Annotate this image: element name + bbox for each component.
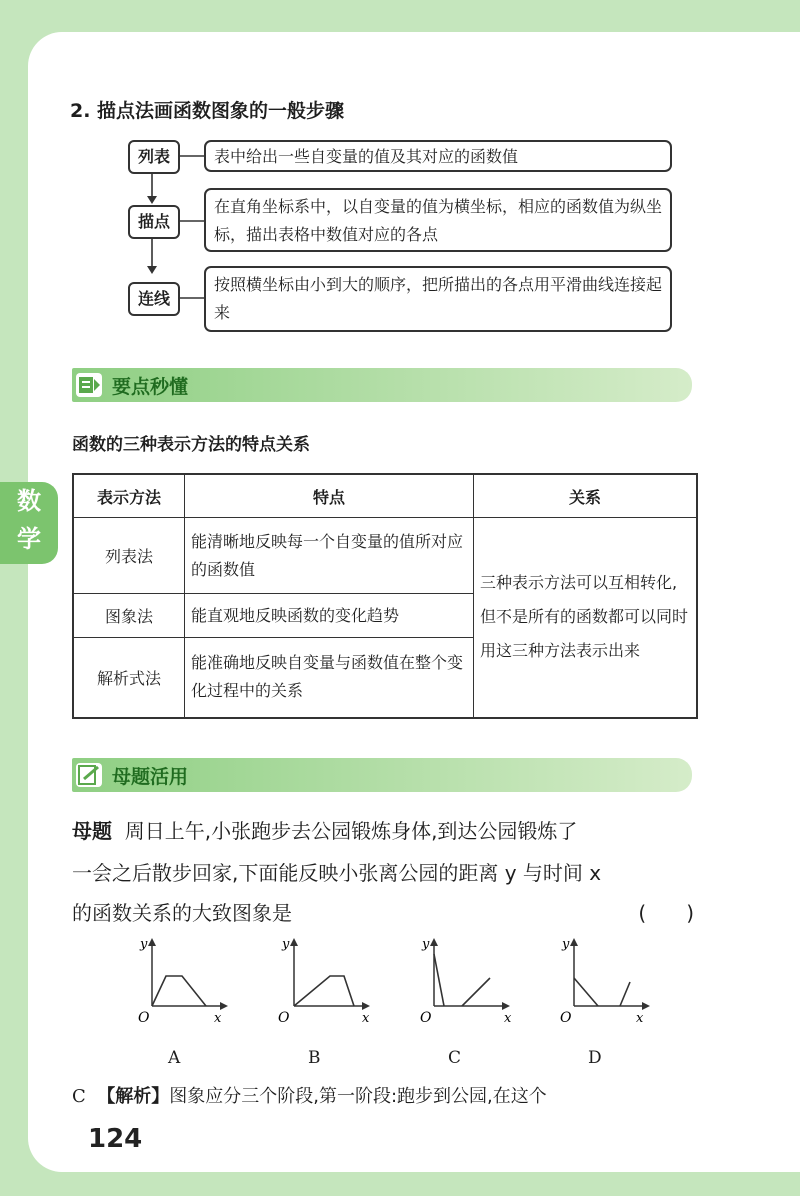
representation-table bbox=[72, 473, 698, 719]
flow-connectors bbox=[176, 150, 206, 310]
analysis-text: 图象应分三个阶段,第一阶段:跑步到公园,在这个 bbox=[169, 1086, 547, 1107]
pencil-note-icon bbox=[76, 763, 102, 787]
step-plot-desc: 在直角坐标系中，以自变量的值为横坐标，相应的函数值为纵坐标，描出表格中数值对应的各点 bbox=[204, 188, 672, 252]
option-a-label: A bbox=[168, 1048, 181, 1068]
header-relation: 关系 bbox=[474, 474, 698, 518]
step-connect-label: 连线 bbox=[128, 282, 180, 316]
table-title: 函数的三种表示方法的特点关系 bbox=[72, 435, 310, 455]
row-method: 图象法 bbox=[73, 594, 185, 638]
row-method: 列表法 bbox=[73, 518, 185, 594]
axis-y-label: y bbox=[562, 937, 570, 952]
mother-problem-title: 母题活用 bbox=[112, 766, 189, 788]
row-feature: 能直观地反映函数的变化趋势 bbox=[185, 594, 474, 638]
axis-x-label: x bbox=[636, 1011, 644, 1026]
subject-tab-line2: 学 bbox=[17, 525, 41, 553]
axis-y-label: y bbox=[422, 937, 430, 952]
table-header-row bbox=[73, 474, 697, 518]
origin-label: O bbox=[138, 1010, 150, 1026]
answer-bracket: ( ) bbox=[638, 901, 694, 925]
problem-line-1 bbox=[72, 810, 700, 852]
graph-d bbox=[560, 937, 650, 1026]
problem-text-2: 一会之后散步回家,下面能反映小张离公园的距离 y 与时间 x bbox=[72, 861, 602, 885]
row-feature: 能准确地反映自变量与函数值在整个变化过程中的关系 bbox=[185, 638, 474, 718]
problem-line-3 bbox=[72, 892, 700, 934]
key-points-banner bbox=[72, 368, 692, 402]
graph-c bbox=[420, 937, 512, 1026]
origin-label: O bbox=[420, 1010, 432, 1026]
problem-label: 母题 bbox=[72, 819, 112, 843]
option-c-label: C bbox=[448, 1048, 462, 1068]
problem-text-1: 周日上午,小张跑步去公园锻炼身体,到达公园锻炼了 bbox=[124, 819, 578, 843]
step-list-label: 列表 bbox=[128, 140, 180, 174]
option-graphs bbox=[110, 934, 670, 1044]
graph-a bbox=[138, 937, 228, 1026]
page-number: 124 bbox=[88, 1124, 143, 1154]
origin-label: O bbox=[560, 1010, 572, 1026]
mother-problem-banner bbox=[72, 758, 692, 792]
row-feature: 能清晰地反映每一个自变量的值所对应的函数值 bbox=[185, 518, 474, 594]
option-b-label: B bbox=[308, 1048, 321, 1068]
subject-tab bbox=[0, 482, 58, 564]
subject-tab-line1: 数 bbox=[17, 487, 41, 515]
axis-x-label: x bbox=[214, 1011, 222, 1026]
axis-x-label: x bbox=[504, 1011, 512, 1026]
origin-label: O bbox=[278, 1010, 290, 1026]
table-row bbox=[73, 518, 697, 594]
relation-cell: 三种表示方法可以互相转化,但不是所有的函数都可以同时用这三种方法表示出来 bbox=[474, 518, 698, 718]
step-plot-label: 描点 bbox=[128, 205, 180, 239]
step-connect-desc: 按照横坐标由小到大的顺序，把所描出的各点用平滑曲线连接起来 bbox=[204, 266, 672, 332]
key-points-icon bbox=[76, 373, 102, 397]
key-points-title: 要点秒懂 bbox=[112, 376, 189, 398]
answer-line bbox=[72, 1082, 700, 1112]
axis-y-label: y bbox=[282, 937, 290, 952]
step-list-desc: 表中给出一些自变量的值及其对应的函数值 bbox=[204, 140, 672, 172]
section-heading: 2. 描点法画函数图象的一般步骤 bbox=[70, 100, 345, 122]
answer-choice: C bbox=[72, 1086, 86, 1107]
analysis-tag: 【解析】 bbox=[97, 1086, 170, 1107]
problem-text-3: 的函数关系的大致图象是 bbox=[72, 901, 292, 925]
graph-b bbox=[278, 937, 370, 1026]
axis-x-label: x bbox=[362, 1011, 370, 1026]
header-feature: 特点 bbox=[185, 474, 474, 518]
header-method: 表示方法 bbox=[73, 474, 185, 518]
row-method: 解析式法 bbox=[73, 638, 185, 718]
axis-y-label: y bbox=[140, 937, 148, 952]
option-d-label: D bbox=[588, 1048, 602, 1068]
